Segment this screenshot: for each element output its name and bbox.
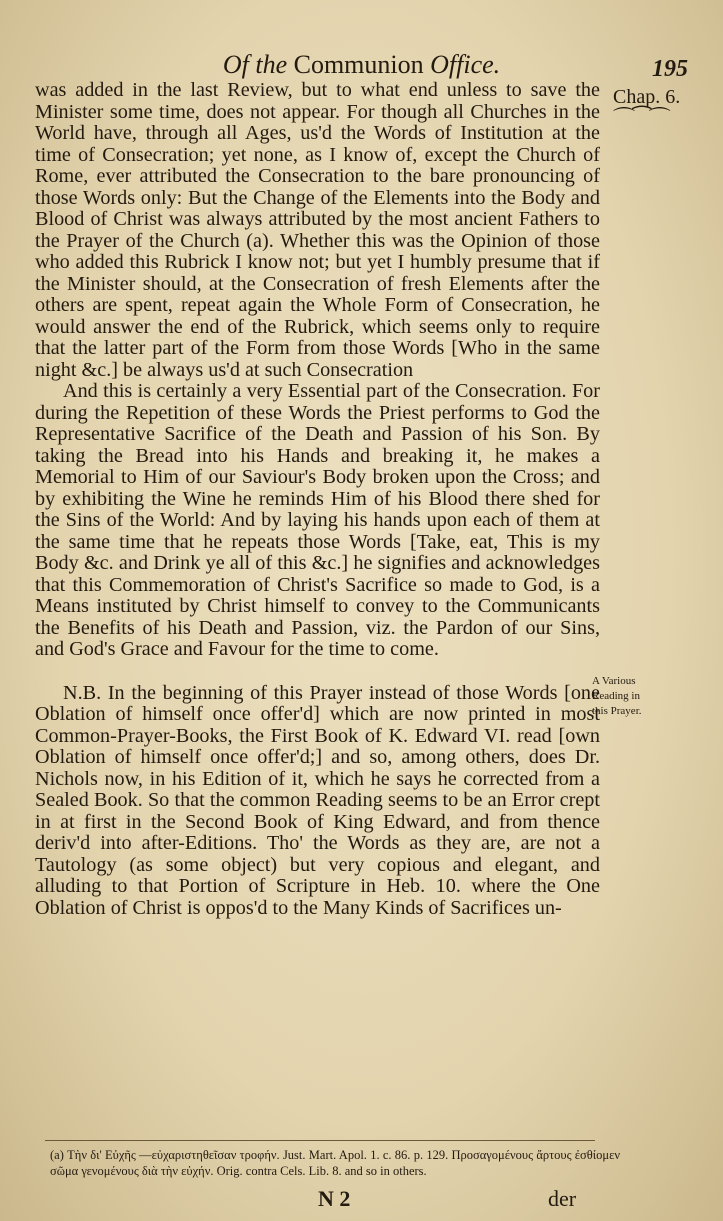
running-head-of-the: Of the bbox=[222, 50, 288, 79]
margin-note-line-2: Reading in bbox=[592, 690, 640, 702]
paragraph-nb: N.B. In the beginning of this Prayer instead of those Words [one Oblation of himself once offer'd] which are now printed in most Common-Prayer-Books, the First Book of K. Edward VI. read [own Oblation of himself once offer'd;] and so, among others, does Dr. Nichols now, in his Edition of it, which he says he corrected from a Sealed Book. So that the common Reading seems to be an Error crept in at first in the Second Book of King Edward, and from thence deriv'd into after-Editions. Tho' the Words as they are, are not a Tautology (as some object) but very copious and elegant, and alluding to that Portion of Scripture in Heb. 10. where the One Oblation of Christ is oppos'd to the Many Kinds of Sacrifices un- bbox=[35, 681, 600, 919]
page-number: 195 bbox=[652, 56, 688, 82]
page-footer bbox=[0, 1186, 723, 1214]
page-header bbox=[0, 50, 723, 82]
footnote-divider bbox=[45, 1140, 595, 1141]
footnote: (a) Τὴν δι' Εὐχῆς —εὐχαριστηθεῖσαν τροφήν. Just. Mart. Apol. 1. c. 86. p. 129. Προσαγομένους ἄρτους ἐσθίομεν σῶμα γενομένους διὰ τὴν εὐχήν. Orig. contra Cels. Lib. 8. and so in others. bbox=[50, 1148, 620, 1178]
catchword: der bbox=[548, 1186, 577, 1211]
paragraph-1: was added in the last Review, but to what end unless to save the Minister some time, does not appear. For though all Churches in the World have, through all Ages, us'd the Words of Institution at the time of Consecration; yet none, as I know of, except the Church of Rome, ever attributed the Consecration to the bare pronouncing of those Words only: But the Change of the Elements into the Body and Blood of Christ was always attributed by the most ancient Fathers to the Prayer of the Church (a). Whether this was the Opinion of those who added this Rubrick I know not; but yet I humbly presume that if the Minister should, at the Consecration of fresh Elements after the others are spent, repeat again the Whole Form of Consecration, he would answer the end of the Rubrick, which seems only to require that the latter part of the Form from those Words [Who in the same night &c.] be always us'd at such Consecration bbox=[35, 79, 600, 381]
margin-note-line-1: A Various bbox=[592, 675, 636, 687]
margin-chapter-heading bbox=[613, 86, 713, 130]
margin-note-various-reading bbox=[592, 674, 716, 719]
running-head-office: Office. bbox=[430, 50, 501, 79]
running-head-communion: Communion bbox=[293, 50, 424, 79]
running-head bbox=[0, 50, 723, 80]
paragraph-2: And this is certainly a very Essential part of the Consecration. For during the Repetition of these Words the Priest performs to God the Representative Sacrifice of the Death and Passion of his Son. By taking the Bread into his Hands and breaking it, he makes a Memorial to Him of our Saviour's Body broken upon the Cross; and by exhibiting the Wine he reminds Him of his Blood there shed for the Sins of the World: And by laying his hands upon each of them at the same time that he repeats those Words [Take, eat, This is my Body &c. and Drink ye all of this &c.] he signifies and acknowledges that this Commemoration of Christ's Sacrifice so made to God, is a Means instituted by Christ himself to convey to the Communicants the Benefits of his Death and Passion, viz. the Pardon of our Sins, and God's Grace and Favour for the time to come. bbox=[35, 380, 600, 660]
signature-mark: N 2 bbox=[318, 1186, 351, 1211]
main-text bbox=[35, 80, 600, 919]
ornament-flourish-icon: ⌒⁀⌒ bbox=[613, 106, 669, 131]
margin-note-line-3: this Prayer. bbox=[592, 705, 642, 717]
chapter-label: Chap. 6. bbox=[613, 86, 681, 108]
